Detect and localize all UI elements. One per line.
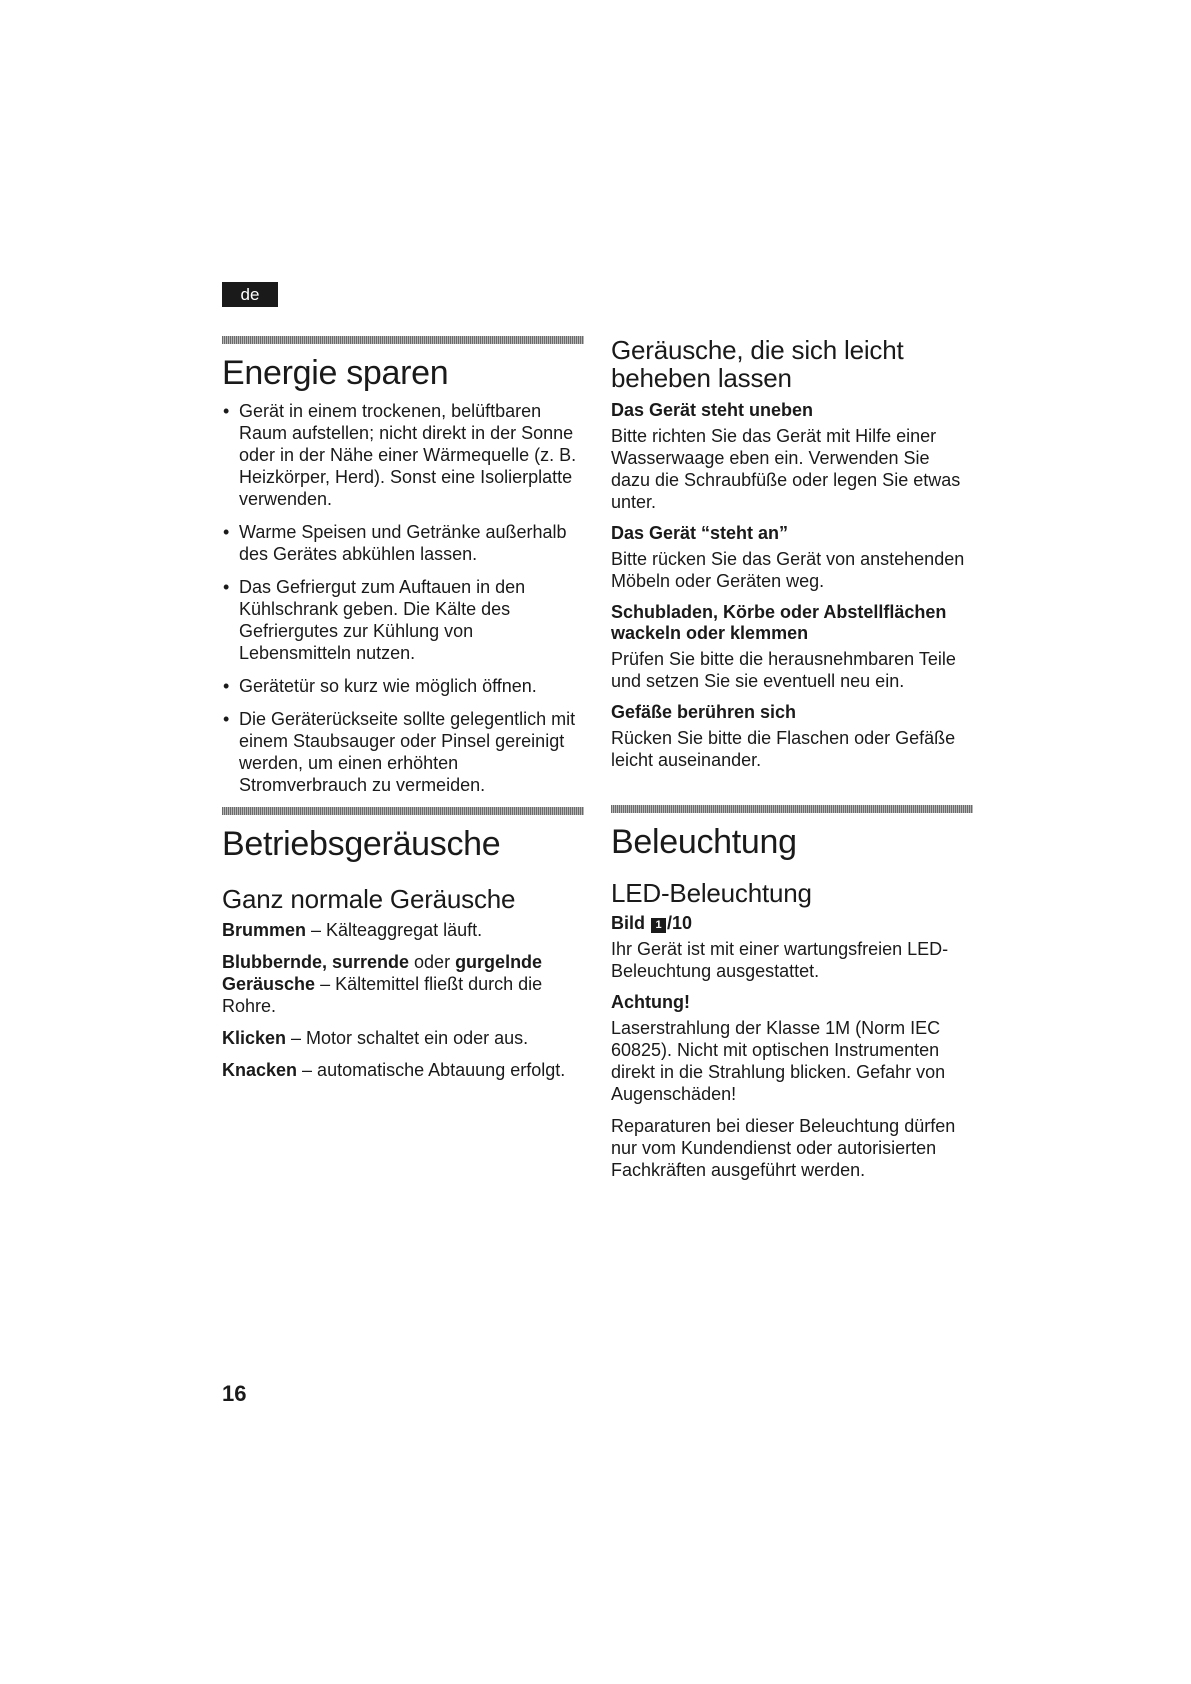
noise-description: – automatische Abtauung erfolgt. — [297, 1060, 566, 1080]
subsection-title-led-beleuchtung: LED-Beleuchtung — [611, 878, 812, 908]
section-betriebsgeraeusche — [222, 807, 584, 1081]
section-title-geraeusche-beheben: Geräusche, die sich leicht beheben lassen — [611, 335, 904, 393]
section-title-energie-sparen: Energie sparen — [222, 354, 449, 392]
noise-term: Klicken — [222, 1028, 287, 1048]
noise-knacken — [222, 1059, 584, 1081]
fix-item-text: Prüfen Sie bitte die herausnehmbaren Teile und setzen Sie sie eventuell neu ein. — [611, 649, 956, 691]
fix-item-heading: Gefäße berühren sich — [611, 702, 797, 722]
language-badge: de — [222, 282, 278, 307]
repair-text: Reparaturen bei dieser Beleuchtung dürfen nur vom Kundendienst oder autorisierten Fachkräften ausgeführt werden. — [611, 1116, 956, 1180]
section-energie-sparen — [222, 336, 584, 796]
left-column — [222, 336, 584, 1091]
noise-klicken — [222, 1027, 584, 1049]
figure-subnumber: /10 — [667, 913, 693, 933]
fix-item-text: Bitte richten Sie das Gerät mit Hilfe einer Wasserwaage eben ein. Verwenden Sie dazu die Schraubfüße oder legen Sie etwas unter. — [611, 426, 961, 512]
noise-term: Brummen — [222, 920, 307, 940]
figure-reference — [611, 913, 973, 934]
noise-description: – Kälteaggregat läuft. — [306, 920, 483, 940]
fix-item — [611, 702, 973, 771]
warning-heading: Achtung! — [611, 992, 690, 1012]
subsection-title-normale-geraeusche: Ganz normale Geräusche — [222, 884, 516, 914]
fix-item-heading: Das Gerät steht uneben — [611, 400, 814, 420]
list-item: • Die Geräterückseite sollte gelegentlich mit einem Staubsauger oder Pinsel gereinigt werden, um einen erhöhten Stromverbrauch zu vermeiden. — [222, 708, 584, 796]
section-title-betriebsgeraeusche: Betriebsgeräusche — [222, 825, 501, 863]
noise-description: – Motor schaltet ein oder aus. — [286, 1028, 529, 1048]
section-rule — [611, 805, 973, 813]
section-geraeusche-beheben — [611, 336, 973, 771]
page-number: 16 — [222, 1381, 247, 1406]
fix-item-heading: Das Gerät “steht an” — [611, 523, 789, 543]
section-title-beleuchtung: Beleuchtung — [611, 823, 797, 861]
energy-tips-list — [222, 400, 584, 796]
figure-label: Bild — [611, 913, 650, 933]
noise-term: Knacken — [222, 1060, 298, 1080]
fix-item — [611, 602, 973, 692]
fix-item-heading: Schubladen, Körbe oder Abstellflächen wackeln oder klemmen — [611, 602, 947, 643]
fix-item — [611, 523, 973, 592]
list-item: • Das Gefriergut zum Auftauen in den Kühlschrank geben. Die Kälte des Gefriergutes zur Kühlung von Lebensmitteln nutzen. — [222, 576, 584, 664]
noise-connector: oder — [409, 952, 456, 972]
fix-item-text: Bitte rücken Sie das Gerät von anstehenden Möbeln oder Geräten weg. — [611, 549, 965, 591]
fix-item-text: Rücken Sie bitte die Flaschen oder Gefäße leicht auseinander. — [611, 728, 956, 770]
noise-blubbernde — [222, 951, 584, 1017]
noise-term: gurgelnde Geräusche — [222, 952, 543, 994]
list-item: • Gerätetür so kurz wie möglich öffnen. — [222, 675, 584, 697]
noise-brummen — [222, 919, 584, 941]
led-intro-text: Ihr Gerät ist mit einer wartungsfreien LED-Beleuchtung ausgestattet. — [611, 939, 949, 981]
figure-number-badge: 1 — [651, 918, 666, 933]
section-rule — [222, 807, 584, 815]
noise-term: Blubbernde, surrende — [222, 952, 410, 972]
list-item: • Warme Speisen und Getränke außerhalb des Gerätes abkühlen lassen. — [222, 521, 584, 565]
section-rule — [222, 336, 584, 344]
noise-description: – Kältemittel fließt durch die Rohre. — [222, 974, 543, 1016]
list-item: • Gerät in einem trockenen, belüftbaren Raum aufstellen; nicht direkt in der Sonne oder in der Nähe einer Wärmequelle (z. B. Heizkörper, Herd). Sonst eine Isolierplatte verwenden. — [222, 400, 584, 510]
warning-text: Laserstrahlung der Klasse 1M (Norm IEC 60825). Nicht mit optischen Instrumenten direkt in die Strahlung blicken. Gefahr von Augenschäden! — [611, 1018, 946, 1104]
fix-item — [611, 400, 973, 513]
right-column — [611, 336, 973, 1191]
section-beleuchtung — [611, 805, 973, 1181]
